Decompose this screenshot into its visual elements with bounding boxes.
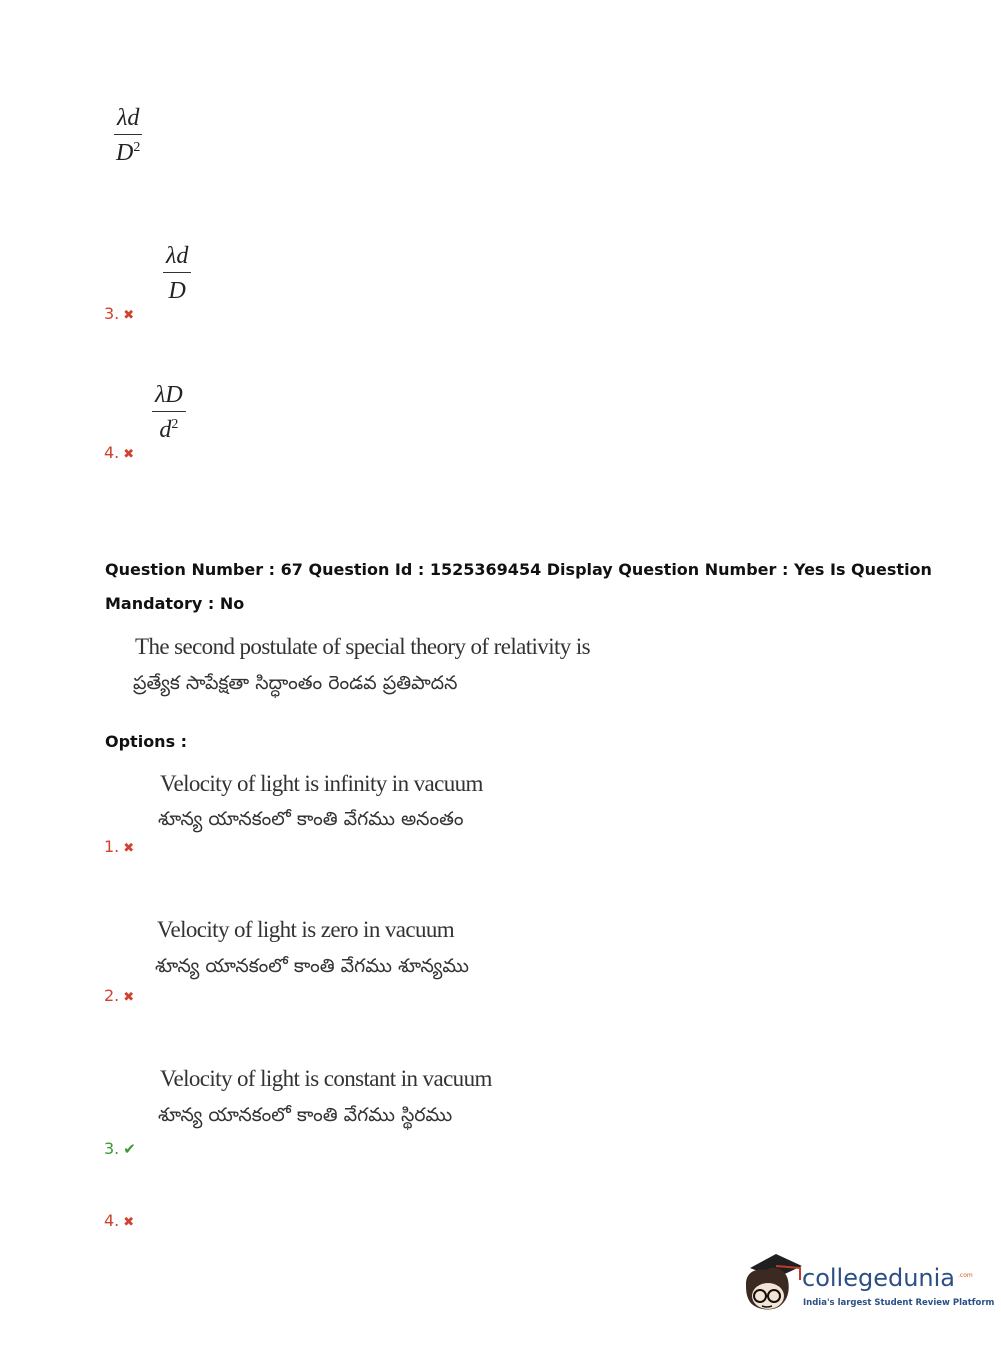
logo-wordmark: collegedunia bbox=[802, 1264, 956, 1292]
option-2-text-telugu: శూన్య యానకంలో కాంతి వేగము శూన్యము bbox=[155, 955, 470, 977]
fraction-denominator: D bbox=[116, 140, 134, 166]
option-1-text-english: Velocity of light is infinity in vacuum bbox=[160, 771, 483, 796]
option-1-text-telugu: శూన్య యానకంలో కాంతి వేగము అనంతం bbox=[158, 808, 464, 830]
mascot-icon bbox=[742, 1250, 804, 1320]
check-icon: ✔ bbox=[123, 1140, 136, 1158]
option-3 bbox=[104, 1139, 136, 1158]
fraction-exponent: 2 bbox=[171, 417, 179, 432]
fraction-numerator: λd bbox=[114, 106, 142, 135]
collegedunia-logo bbox=[742, 1250, 995, 1320]
cross-icon: ✖ bbox=[123, 1215, 135, 1230]
option-number: 3. bbox=[104, 304, 120, 323]
fraction-denominator: D bbox=[168, 278, 186, 304]
cross-icon: ✖ bbox=[123, 990, 135, 1005]
question-text-english: The second postulate of special theory of relativity is bbox=[135, 634, 590, 659]
cross-icon: ✖ bbox=[123, 841, 135, 856]
option-number: 1. bbox=[104, 837, 120, 856]
fraction-denominator: d bbox=[159, 417, 172, 443]
option-2-text-english: Velocity of light is zero in vacuum bbox=[157, 917, 455, 942]
logo-suffix: .com bbox=[958, 1272, 973, 1279]
option-number: 4. bbox=[104, 443, 120, 462]
question-meta-line2: Mandatory : No bbox=[105, 594, 245, 613]
fraction-numerator: λd bbox=[163, 244, 191, 273]
option-4 bbox=[104, 1211, 134, 1230]
fraction-exponent: 2 bbox=[133, 140, 141, 155]
question-meta-line1: Question Number : 67 Question Id : 1525369454 Display Question Number : Yes Is Question bbox=[105, 560, 932, 579]
fraction-lambda-capital-d-over-d-squared bbox=[152, 383, 186, 442]
fraction-lambda-d-over-d bbox=[163, 244, 191, 303]
prev-option-3 bbox=[104, 304, 134, 323]
cross-icon: ✖ bbox=[123, 447, 135, 462]
option-number: 2. bbox=[104, 986, 120, 1005]
logo-tagline: India's largest Student Review Platform bbox=[803, 1298, 995, 1308]
option-number: 4. bbox=[104, 1211, 120, 1230]
option-2 bbox=[104, 986, 134, 1005]
prev-option-4 bbox=[104, 443, 134, 462]
option-1 bbox=[104, 837, 134, 856]
fraction-lambda-d-over-d-squared bbox=[114, 106, 142, 165]
option-3-text-telugu: శూన్య యానకంలో కాంతి వేగము స్థిరము bbox=[158, 1104, 453, 1126]
option-number: 3. bbox=[104, 1139, 120, 1158]
cross-icon: ✖ bbox=[123, 308, 135, 323]
option-3-text-english: Velocity of light is constant in vacuum bbox=[160, 1066, 492, 1091]
fraction-numerator: λD bbox=[152, 383, 186, 412]
question-text-telugu: ప్రత్యేక సాపేక్షతా సిద్ధాంతం రెండవ ప్రతిపాదన bbox=[133, 672, 458, 694]
options-label: Options : bbox=[105, 732, 188, 751]
